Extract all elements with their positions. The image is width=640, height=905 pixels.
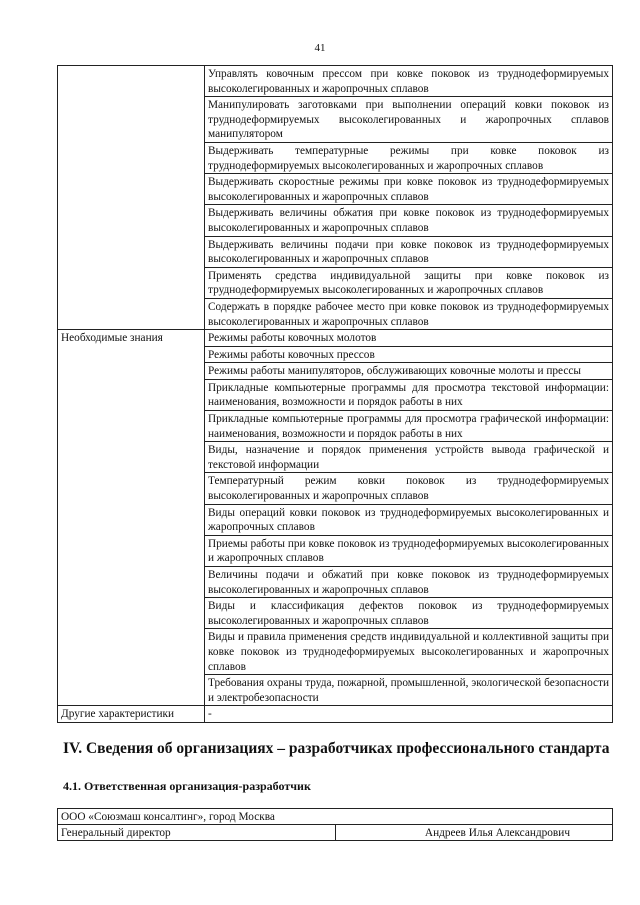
table-row (58, 629, 613, 675)
section-heading: IV. Сведения об организациях – разработчиках профессионального стандарта (63, 740, 610, 757)
knowledge-item: Температурный режим ковки поковок из труднодеформируемых высоколегированных и жаропрочных сплавов (205, 473, 613, 504)
skill-item: Выдерживать величины обжатия при ковке поковок из труднодеформируемых высоколегированных и жаропрочных сплавов (205, 205, 613, 236)
knowledge-item: Приемы работы при ковке поковок из труднодеформируемых высоколегированных и жаропрочных сплавов (205, 535, 613, 566)
knowledge-item: Виды, назначение и порядок применения устройств вывода графической и текстовой информации (205, 442, 613, 473)
skill-item: Выдерживать величины подачи при ковке поковок из труднодеформируемых высоколегированных и жаропрочных сплавов (205, 236, 613, 267)
organization-table (57, 808, 613, 841)
knowledge-item: Требования охраны труда, пожарной, промышленной, экологической безопасности и электробезопасности (205, 675, 613, 706)
knowledge-label: Необходимые знания (58, 330, 205, 347)
requirements-table (57, 65, 613, 723)
table-row (58, 346, 613, 363)
skills-label-cell (58, 66, 205, 97)
organization-position: Генеральный директор (58, 825, 336, 841)
table-row (58, 598, 613, 629)
table-row (58, 411, 613, 442)
knowledge-item: Виды и правила применения средств индивидуальной и коллективной защиты при ковке поковок из труднодеформируемых высоколегированных и жаропрочных сплавов (205, 629, 613, 675)
skill-item: Содержать в порядке рабочее место при ковке поковок из труднодеформируемых высоколегированных и жаропрочных сплавов (205, 298, 613, 329)
other-characteristics-value: - (205, 706, 613, 723)
table-row (58, 535, 613, 566)
table-row (58, 825, 613, 841)
table-row (58, 298, 613, 329)
knowledge-item: Величины подачи и обжатий при ковке поковок из труднодеформируемых высоколегированных и жаропрочных сплавов (205, 567, 613, 598)
skill-item: Применять средства индивидуальной защиты при ковке поковок из труднодеформируемых высоколегированных и жаропрочных сплавов (205, 267, 613, 298)
table-row (58, 267, 613, 298)
knowledge-item: Прикладные компьютерные программы для просмотра текстовой информации: наименования, возможности и порядок работы в них (205, 379, 613, 410)
other-characteristics-label: Другие характеристики (58, 706, 205, 723)
knowledge-item: Прикладные компьютерные программы для просмотра графической информации: наименования, возможности и порядок работы в них (205, 411, 613, 442)
table-row (58, 363, 613, 380)
knowledge-item: Виды и классификация дефектов поковок из труднодеформируемых высоколегированных и жаропрочных сплавов (205, 598, 613, 629)
subsection-heading: 4.1. Ответственная организация-разработчик (63, 779, 311, 793)
table-row (58, 330, 613, 347)
table-row (58, 236, 613, 267)
table-row (58, 174, 613, 205)
knowledge-item: Режимы работы ковочных прессов (205, 346, 613, 363)
organization-person: Андреев Илья Александрович (335, 825, 613, 841)
table-row (58, 205, 613, 236)
knowledge-item: Режимы работы ковочных молотов (205, 330, 613, 347)
knowledge-item: Режимы работы манипуляторов, обслуживающих ковочные молоты и прессы (205, 363, 613, 380)
table-row (58, 504, 613, 535)
organization-name: ООО «Союзмаш консалтинг», город Москва (58, 809, 613, 825)
knowledge-item: Виды операций ковки поковок из труднодеформируемых высоколегированных и жаропрочных сплавов (205, 504, 613, 535)
table-row (58, 442, 613, 473)
table-row (58, 675, 613, 706)
skill-item: Управлять ковочным прессом при ковке поковок из труднодеформируемых высоколегированных и жаропрочных сплавов (205, 66, 613, 97)
table-row (58, 66, 613, 97)
table-row (58, 567, 613, 598)
skill-item: Выдерживать скоростные режимы при ковке поковок из труднодеформируемых высоколегированных и жаропрочных сплавов (205, 174, 613, 205)
skill-item: Манипулировать заготовками при выполнении операций ковки поковок из труднодеформируемых высоколегированных и жаропрочных сплавов манипулятором (205, 97, 613, 143)
page-number: 41 (314, 42, 326, 54)
table-row (58, 97, 613, 143)
table-row (58, 809, 613, 825)
table-row (58, 473, 613, 504)
table-row (58, 379, 613, 410)
table-row (58, 706, 613, 723)
skill-item: Выдерживать температурные режимы при ковке поковок из труднодеформируемых высоколегированных и жаропрочных сплавов (205, 142, 613, 173)
table-row (58, 142, 613, 173)
